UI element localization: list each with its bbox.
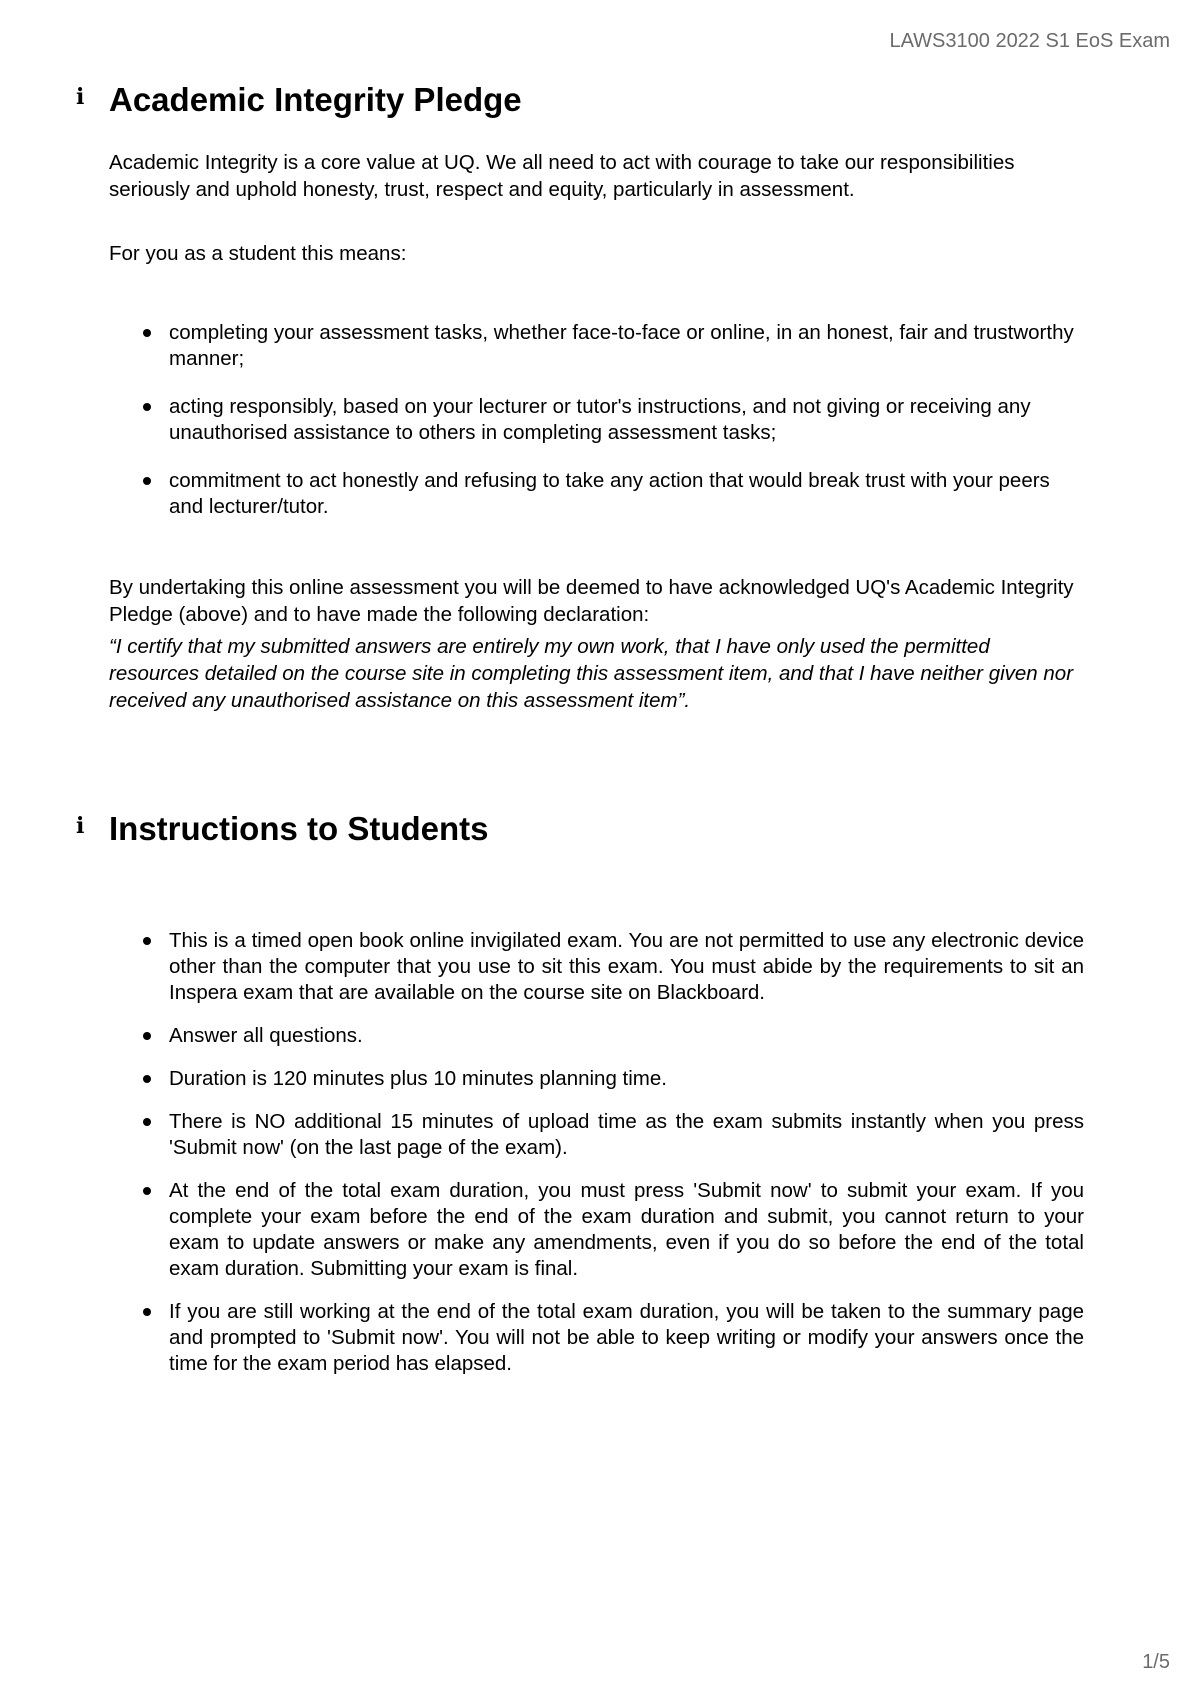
list-item: Answer all questions.	[109, 1023, 1084, 1049]
integrity-bullet-list	[109, 320, 1084, 542]
list-item: Duration is 120 minutes plus 10 minutes planning time.	[109, 1066, 1084, 1092]
declaration-quote: “I certify that my submitted answers are entirely my own work, that I have only used the permitted resources detailed on the course site in completing this assessment item, and that I have neither given nor received any unauthorised assistance on this assessment item”.	[109, 635, 1074, 712]
list-item: acting responsibly, based on your lecturer or tutor's instructions, and not giving or receiving any unauthorised assistance to others in completing assessment tasks;	[109, 394, 1084, 446]
integrity-intro: Academic Integrity is a core value at UQ. We all need to act with courage to take our responsibilities seriously and uphold honesty, trust, respect and equity, particularly in assessment.	[109, 151, 1015, 201]
exam-header-label: LAWS3100 2022 S1 EoS Exam	[889, 30, 1170, 52]
list-item: If you are still working at the end of the total exam duration, you will be taken to the summary page and prompted to 'Submit now'. You will not be able to keep writing or modify your answers once the time for the exam period has elapsed.	[109, 1299, 1084, 1377]
page-number: 1/5	[1142, 1651, 1170, 1673]
list-item: There is NO additional 15 minutes of upload time as the exam submits instantly when you press 'Submit now' (on the last page of the exam).	[109, 1109, 1084, 1161]
integrity-lead-in: For you as a student this means:	[109, 242, 407, 265]
academic-integrity-title: Academic Integrity Pledge	[109, 81, 522, 118]
instructions-title: Instructions to Students	[109, 810, 489, 847]
info-icon: i	[76, 84, 85, 110]
declaration-intro: By undertaking this online assessment you will be deemed to have acknowledged UQ's Academic Integrity Pledge (above) and to have made the following declaration:	[109, 576, 1074, 626]
list-item: commitment to act honestly and refusing to take any action that would break trust with your peers and lecturer/tutor.	[109, 468, 1084, 520]
info-icon: i	[76, 813, 85, 839]
list-item: At the end of the total exam duration, you must press 'Submit now' to submit your exam. If you complete your exam before the end of the exam duration and submit, you cannot return to your exam to update answers or make any amendments, even if you do so before the end of the total exam duration. Submitting your exam is final.	[109, 1178, 1084, 1282]
list-item: This is a timed open book online invigilated exam. You are not permitted to use any electronic device other than the computer that you use to sit this exam. You must abide by the requirements to sit an Inspera exam that are available on the course site on Blackboard.	[109, 928, 1084, 1006]
list-item: completing your assessment tasks, whether face-to-face or online, in an honest, fair and trustworthy manner;	[109, 320, 1084, 372]
instructions-bullet-list	[109, 928, 1084, 1394]
